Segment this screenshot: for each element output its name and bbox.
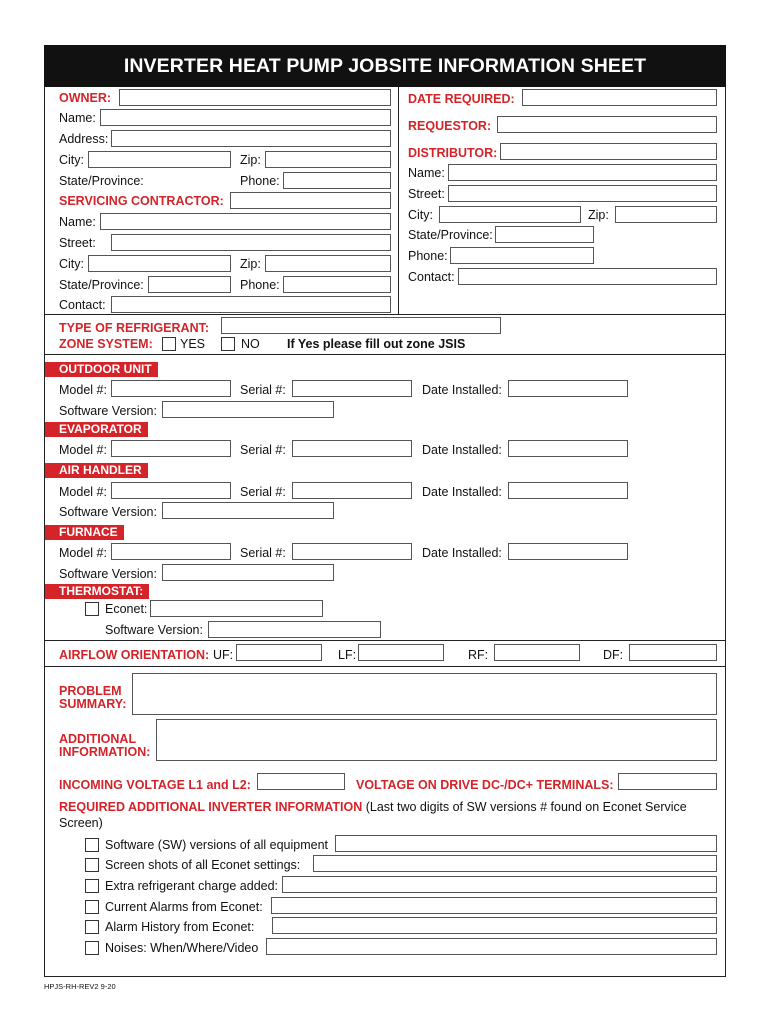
airflow-df-field[interactable] bbox=[629, 644, 717, 661]
incoming-voltage-field[interactable] bbox=[257, 773, 345, 790]
req-noises-checkbox[interactable] bbox=[85, 941, 99, 955]
air-handler-date-label: Date Installed: bbox=[422, 485, 502, 499]
distributor-name-field[interactable] bbox=[448, 164, 717, 181]
owner-phone-field[interactable] bbox=[283, 172, 391, 189]
owner-name-field[interactable] bbox=[100, 109, 391, 126]
servicing-contact-label: Contact: bbox=[59, 298, 106, 312]
column-divider bbox=[398, 87, 399, 314]
refrigerant-type-label: TYPE OF REFRIGERANT: bbox=[59, 321, 210, 335]
date-required-field[interactable] bbox=[522, 89, 717, 106]
servicing-field[interactable] bbox=[230, 192, 391, 209]
owner-city-label: City: bbox=[59, 153, 84, 167]
req-refrigerant-field[interactable] bbox=[282, 876, 717, 893]
owner-zip-field[interactable] bbox=[265, 151, 391, 168]
zone-note: If Yes please fill out zone JSIS bbox=[287, 337, 466, 351]
servicing-contact-field[interactable] bbox=[111, 296, 391, 313]
owner-name-label: Name: bbox=[59, 111, 96, 125]
owner-zip-label: Zip: bbox=[240, 153, 261, 167]
req-current-alarms-label: Current Alarms from Econet: bbox=[105, 900, 263, 914]
distributor-city-label: City: bbox=[408, 208, 433, 222]
furnace-date-field[interactable] bbox=[508, 543, 628, 560]
thermostat-software-label: Software Version: bbox=[105, 623, 203, 637]
airflow-df-label: DF: bbox=[603, 648, 624, 662]
req-alarm-history-field[interactable] bbox=[272, 917, 717, 934]
refrigerant-type-field[interactable] bbox=[221, 317, 501, 334]
furnace-serial-field[interactable] bbox=[292, 543, 412, 560]
required-info-note: (Last two digits of SW versions # found on Econet Service bbox=[365, 800, 687, 814]
servicing-zip-field[interactable] bbox=[265, 255, 391, 272]
distributor-phone-field[interactable] bbox=[450, 247, 594, 264]
req-software-label: Software (SW) versions of all equipment bbox=[105, 838, 329, 852]
servicing-heading: SERVICING CONTRACTOR: bbox=[59, 194, 224, 208]
air-handler-model-label: Model #: bbox=[59, 485, 107, 499]
servicing-street-label: Street: bbox=[59, 236, 96, 250]
airflow-lf-label: LF: bbox=[338, 648, 357, 662]
air-handler-serial-field[interactable] bbox=[292, 482, 412, 499]
divider bbox=[44, 640, 726, 641]
divider bbox=[44, 314, 726, 315]
thermostat-software-field[interactable] bbox=[208, 621, 381, 638]
zone-yes-checkbox[interactable] bbox=[162, 337, 176, 351]
airflow-rf-field[interactable] bbox=[494, 644, 580, 661]
requestor-label: REQUESTOR: bbox=[408, 119, 492, 133]
req-current-alarms-field[interactable] bbox=[271, 897, 717, 914]
form-title: INVERTER HEAT PUMP JOBSITE INFORMATION SHEET bbox=[44, 45, 726, 87]
req-software-field[interactable] bbox=[335, 835, 717, 852]
distributor-contact-label: Contact: bbox=[408, 270, 455, 284]
servicing-phone-field[interactable] bbox=[283, 276, 391, 293]
air-handler-model-field[interactable] bbox=[111, 482, 231, 499]
required-info-note-cont: Screen) bbox=[59, 816, 103, 830]
distributor-zip-field[interactable] bbox=[615, 206, 717, 223]
req-refrigerant-checkbox[interactable] bbox=[85, 879, 99, 893]
drive-voltage-field[interactable] bbox=[618, 773, 717, 790]
outdoor-serial-field[interactable] bbox=[292, 380, 412, 397]
zone-system-label: ZONE SYSTEM: bbox=[59, 337, 153, 351]
airflow-label: AIRFLOW ORIENTATION: bbox=[59, 648, 210, 662]
divider bbox=[44, 354, 726, 355]
evaporator-serial-field[interactable] bbox=[292, 440, 412, 457]
servicing-state-field[interactable] bbox=[148, 276, 231, 293]
additional-information-field[interactable] bbox=[156, 719, 717, 761]
evaporator-model-label: Model #: bbox=[59, 443, 107, 457]
air-handler-software-label: Software Version: bbox=[59, 505, 157, 519]
req-screenshots-field[interactable] bbox=[313, 855, 717, 872]
servicing-street-field[interactable] bbox=[111, 234, 391, 251]
servicing-zip-label: Zip: bbox=[240, 257, 261, 271]
airflow-rf-label: RF: bbox=[468, 648, 489, 662]
outdoor-date-label: Date Installed: bbox=[422, 383, 502, 397]
owner-field[interactable] bbox=[119, 89, 391, 106]
req-refrigerant-label: Extra refrigerant charge added: bbox=[105, 879, 279, 893]
outdoor-software-label: Software Version: bbox=[59, 404, 157, 418]
evaporator-tag: EVAPORATOR bbox=[45, 422, 148, 437]
distributor-city-field[interactable] bbox=[439, 206, 581, 223]
form-revision: HPJS-RH-REV2 9-20 bbox=[44, 982, 116, 991]
furnace-serial-label: Serial #: bbox=[240, 546, 286, 560]
zone-no-label: NO bbox=[241, 337, 260, 351]
furnace-date-label: Date Installed: bbox=[422, 546, 502, 560]
econet-field[interactable] bbox=[150, 600, 323, 617]
distributor-label: DISTRIBUTOR: bbox=[408, 146, 498, 160]
owner-state-label: State/Province: bbox=[59, 174, 144, 188]
distributor-state-label: State/Province: bbox=[408, 228, 493, 242]
incoming-voltage-label: INCOMING VOLTAGE L1 and L2: bbox=[59, 778, 251, 792]
airflow-uf-label: UF: bbox=[213, 648, 234, 662]
zone-no-checkbox[interactable] bbox=[221, 337, 235, 351]
additional-label-line2: INFORMATION: bbox=[59, 745, 151, 759]
required-info-heading: REQUIRED ADDITIONAL INVERTER INFORMATION bbox=[59, 800, 363, 814]
distributor-phone-label: Phone: bbox=[408, 249, 448, 263]
owner-address-field[interactable] bbox=[111, 130, 391, 147]
problem-label-line1: PROBLEM bbox=[59, 684, 122, 698]
req-alarm-history-label: Alarm History from Econet: bbox=[105, 920, 255, 934]
servicing-city-field[interactable] bbox=[88, 255, 231, 272]
problem-label-line2: SUMMARY: bbox=[59, 697, 127, 711]
required-info-line bbox=[59, 799, 687, 815]
distributor-street-field[interactable] bbox=[448, 185, 717, 202]
evaporator-date-label: Date Installed: bbox=[422, 443, 502, 457]
air-handler-date-field[interactable] bbox=[508, 482, 628, 499]
furnace-model-label: Model #: bbox=[59, 546, 107, 560]
outdoor-software-field[interactable] bbox=[162, 401, 334, 418]
servicing-phone-label: Phone: bbox=[240, 278, 280, 292]
additional-label-line1: ADDITIONAL bbox=[59, 732, 137, 746]
outdoor-model-field[interactable] bbox=[111, 380, 231, 397]
distributor-state-field[interactable] bbox=[495, 226, 594, 243]
distributor-zip-label: Zip: bbox=[588, 208, 609, 222]
furnace-software-label: Software Version: bbox=[59, 567, 157, 581]
evaporator-date-field[interactable] bbox=[508, 440, 628, 457]
divider bbox=[44, 666, 726, 667]
requestor-field[interactable] bbox=[497, 116, 717, 133]
owner-address-label: Address: bbox=[59, 132, 109, 146]
furnace-software-field[interactable] bbox=[162, 564, 334, 581]
outdoor-model-label: Model #: bbox=[59, 383, 107, 397]
owner-heading: OWNER: bbox=[59, 91, 112, 105]
econet-checkbox[interactable] bbox=[85, 602, 99, 616]
req-noises-field[interactable] bbox=[266, 938, 717, 955]
air-handler-tag: AIR HANDLER bbox=[45, 463, 148, 478]
problem-summary-field[interactable] bbox=[132, 673, 717, 715]
req-software-checkbox[interactable] bbox=[85, 838, 99, 852]
distributor-contact-field[interactable] bbox=[458, 268, 717, 285]
air-handler-serial-label: Serial #: bbox=[240, 485, 286, 499]
req-current-alarms-checkbox[interactable] bbox=[85, 900, 99, 914]
airflow-lf-field[interactable] bbox=[358, 644, 444, 661]
req-alarm-history-checkbox[interactable] bbox=[85, 920, 99, 934]
zone-yes-label: YES bbox=[180, 337, 206, 351]
evaporator-serial-label: Serial #: bbox=[240, 443, 286, 457]
date-required-label: DATE REQUIRED: bbox=[408, 92, 515, 106]
servicing-city-label: City: bbox=[59, 257, 84, 271]
airflow-uf-field[interactable] bbox=[236, 644, 322, 661]
distributor-name-label: Name: bbox=[408, 166, 445, 180]
req-screenshots-checkbox[interactable] bbox=[85, 858, 99, 872]
thermostat-tag: THERMOSTAT: bbox=[45, 584, 149, 599]
outdoor-date-field[interactable] bbox=[508, 380, 628, 397]
distributor-street-label: Street: bbox=[408, 187, 445, 201]
econet-label: Econet: bbox=[105, 602, 148, 616]
air-handler-software-field[interactable] bbox=[162, 502, 334, 519]
furnace-tag: FURNACE bbox=[45, 525, 124, 540]
owner-city-field[interactable] bbox=[88, 151, 231, 168]
req-screenshots-label: Screen shots of all Econet settings: bbox=[105, 858, 301, 872]
distributor-field[interactable] bbox=[500, 143, 717, 160]
outdoor-unit-tag: OUTDOOR UNIT bbox=[45, 362, 158, 377]
req-noises-label: Noises: When/Where/Video bbox=[105, 941, 259, 955]
furnace-model-field[interactable] bbox=[111, 543, 231, 560]
servicing-name-field[interactable] bbox=[100, 213, 391, 230]
servicing-state-label: State/Province: bbox=[59, 278, 144, 292]
owner-phone-label: Phone: bbox=[240, 174, 280, 188]
evaporator-model-field[interactable] bbox=[111, 440, 231, 457]
drive-voltage-label: VOLTAGE ON DRIVE DC-/DC+ TERMINALS: bbox=[356, 778, 614, 792]
servicing-name-label: Name: bbox=[59, 215, 96, 229]
outdoor-serial-label: Serial #: bbox=[240, 383, 286, 397]
